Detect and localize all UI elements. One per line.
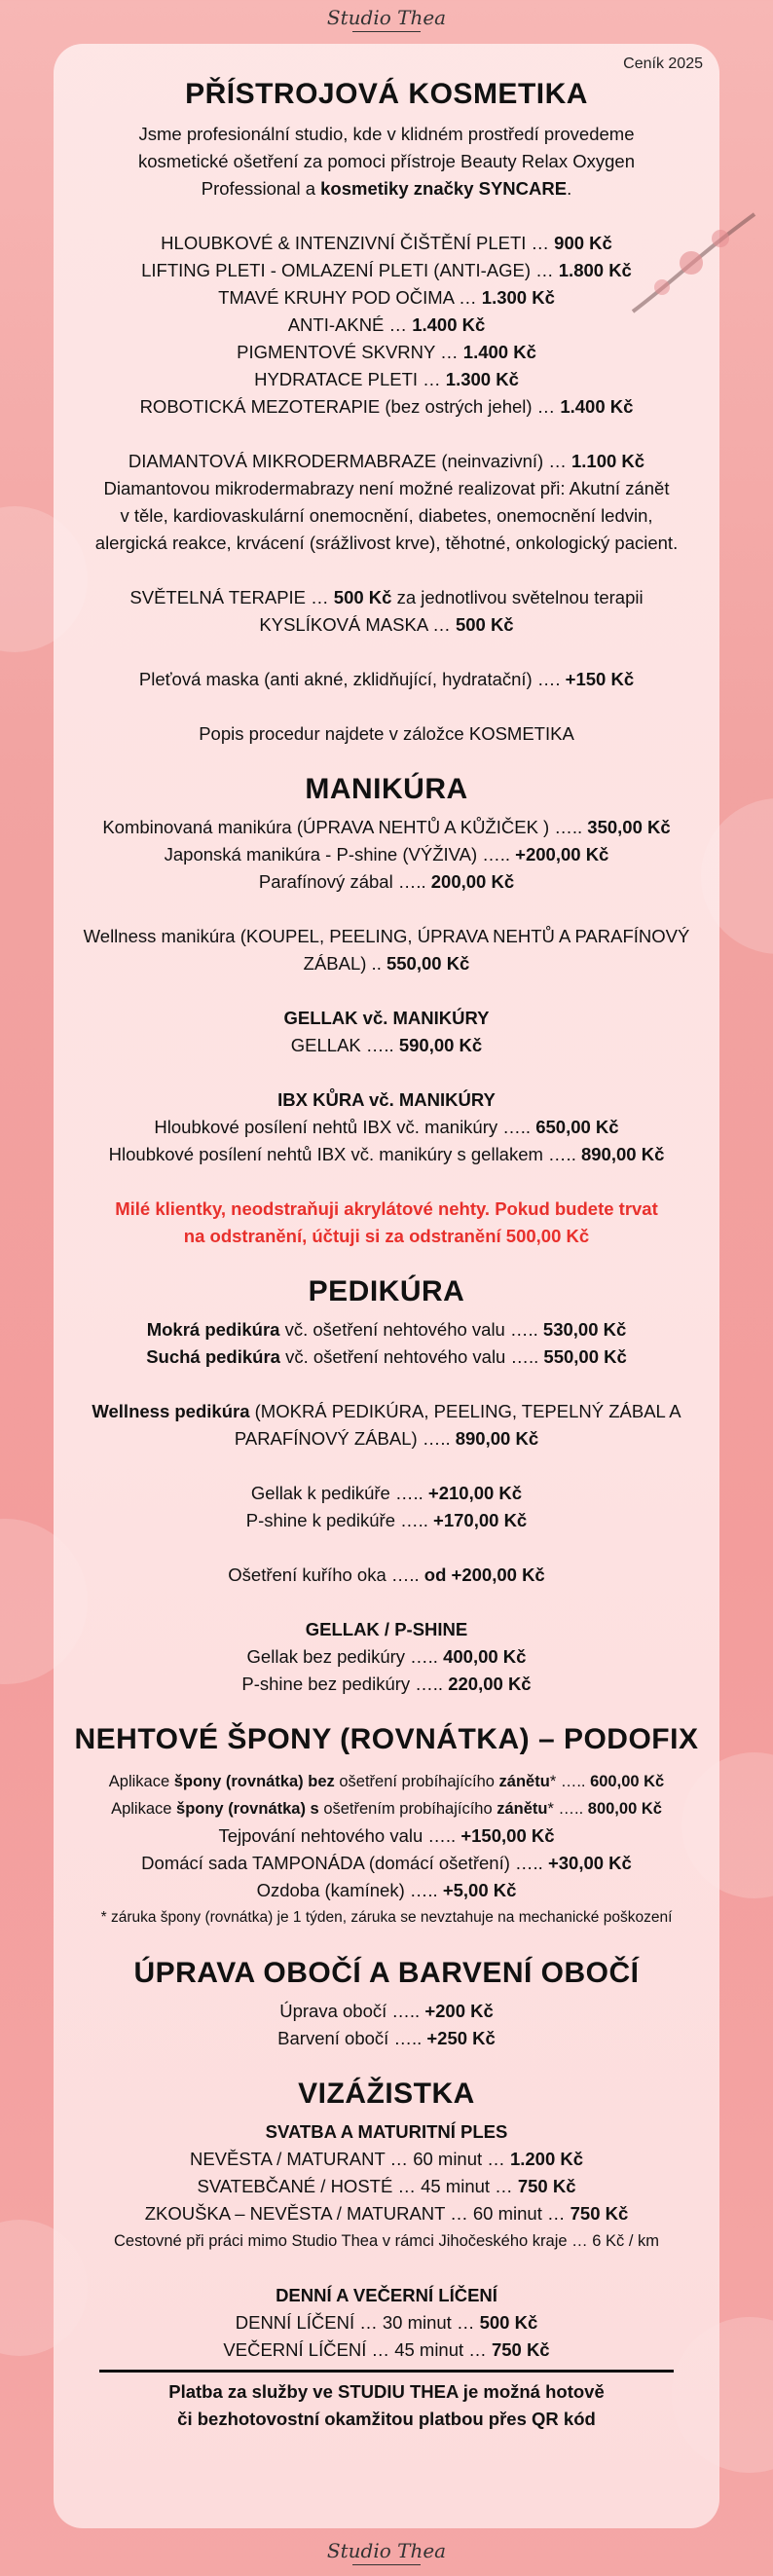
- price-item: PIGMENTOVÉ SKVRNY … 1.400 Kč: [237, 342, 536, 362]
- price-item: Parafínový zábal ….. 200,00 Kč: [258, 871, 515, 892]
- note-line: v těle, kardiovaskulární onemocnění, diabetes, onemocnění ledvin,: [120, 505, 653, 526]
- logo-underline: [352, 31, 421, 32]
- price-item: SVATEBČANÉ / HOSTÉ … 45 minut … 750 Kč: [197, 2176, 576, 2196]
- intro-line: Jsme profesionální studio, kde v klidném prostředí provedeme: [138, 124, 635, 144]
- info-line: Popis procedur najdete v záložce KOSMETIKA: [199, 723, 574, 744]
- logo-text: Studio Thea: [326, 2539, 447, 2562]
- subsection-title: DENNÍ A VEČERNÍ LÍČENÍ: [276, 2285, 497, 2305]
- price-item: Gellak bez pedikúry ….. 400,00 Kč: [246, 1646, 527, 1667]
- section-title-kosmetika: PŘÍSTROJOVÁ KOSMETIKA: [185, 78, 588, 110]
- price-item: DENNÍ LÍČENÍ … 30 minut … 500 Kč: [235, 2312, 538, 2333]
- price-item: Wellness pedikúra (MOKRÁ PEDIKÚRA, PEELING, TEPELNÝ ZÁBAL A: [92, 1401, 681, 1421]
- price-item: Aplikace špony (rovnátka) bez ošetření probíhajícího zánětu* ….. 600,00 Kč: [108, 1773, 665, 1790]
- travel-cost-note: Cestovné při práci mimo Studio Thea v rámci Jihočeského kraje … 6 Kč / km: [114, 2232, 659, 2250]
- price-item: Aplikace špony (rovnátka) s ošetřením probíhajícího zánětu* ….. 800,00 Kč: [111, 1800, 662, 1818]
- price-item: ANTI-AKNÉ … 1.400 Kč: [287, 314, 486, 335]
- acrylic-warning: Milé klientky, neodstraňuji akrylátové nehty. Pokud budete trvat: [115, 1198, 658, 1219]
- price-item: HYDRATACE PLETI … 1.300 Kč: [254, 369, 519, 389]
- subsection-title: GELLAK / P-SHINE: [305, 1619, 468, 1639]
- acrylic-warning: na odstranění, účtuji si za odstranění 500,00 Kč: [183, 1226, 590, 1246]
- logo-text: Studio Thea: [326, 6, 447, 29]
- price-item: Domácí sada TAMPONÁDA (domácí ošetření) ….. +30,00 Kč: [141, 1853, 632, 1873]
- price-item: PARAFÍNOVÝ ZÁBAL) ….. 890,00 Kč: [234, 1428, 539, 1449]
- price-item: Ošetření kuřího oka ….. od +200,00 Kč: [228, 1564, 545, 1585]
- price-item: Suchá pedikúra vč. ošetření nehtového valu ….. 550,00 Kč: [146, 1346, 627, 1367]
- payment-info: Platba za služby ve STUDIU THEA je možná hotově: [168, 2381, 605, 2402]
- price-item: NEVĚSTA / MATURANT … 60 minut … 1.200 Kč: [189, 2149, 584, 2169]
- price-item: Tejpování nehtového valu ….. +150,00 Kč: [218, 1825, 555, 1846]
- price-item: Pleťová maska (anti akné, zklidňující, hydratační) …. +150 Kč: [138, 669, 635, 689]
- intro-line: Professional a kosmetiky značky SYNCARE.: [201, 178, 572, 199]
- price-item: SVĚTELNÁ TERAPIE … 500 Kč za jednotlivou světelnou terapii: [129, 587, 644, 607]
- section-title-manikura: MANIKÚRA: [305, 773, 468, 805]
- logo-underline: [352, 2564, 421, 2565]
- price-item: GELLAK ….. 590,00 Kč: [290, 1035, 483, 1055]
- intro-line: kosmetické ošetření za pomoci přístroje Beauty Relax Oxygen: [137, 151, 635, 171]
- logo-top: [0, 6, 773, 32]
- price-item: VEČERNÍ LÍČENÍ … 45 minut … 750 Kč: [223, 2339, 550, 2360]
- price-item: Hloubkové posílení nehtů IBX vč. manikúry ….. 650,00 Kč: [154, 1117, 619, 1137]
- price-item: Japonská manikúra - P-shine (VÝŽIVA) ….. +200,00 Kč: [164, 844, 609, 865]
- payment-info: či bezhotovostní okamžitou platbou přes QR kód: [177, 2409, 596, 2429]
- price-item: DIAMANTOVÁ MIKRODERMABRAZE (neinvazivní) … 1.100 Kč: [128, 451, 645, 471]
- footer-divider: [99, 2370, 674, 2373]
- price-item: KYSLÍKOVÁ MASKA … 500 Kč: [259, 614, 514, 635]
- price-item: Barvení obočí ….. +250 Kč: [277, 2028, 496, 2048]
- warranty-note: * záruka špony (rovnátka) je 1 týden, záruka se nevztahuje na mechanické poškození: [100, 1909, 673, 1926]
- price-item: ROBOTICKÁ MEZOTERAPIE (bez ostrých jehel) … 1.400 Kč: [139, 396, 634, 417]
- price-item: Ozdoba (kamínek) ….. +5,00 Kč: [256, 1880, 517, 1900]
- price-list-year: Ceník 2025: [623, 55, 703, 72]
- section-title-oboci: ÚPRAVA OBOČÍ A BARVENÍ OBOČÍ: [133, 1957, 640, 1989]
- subsection-title: GELLAK vč. MANIKÚRY: [283, 1008, 490, 1028]
- subsection-title: SVATBA A MATURITNÍ PLES: [265, 2121, 508, 2142]
- price-item: Gellak k pedikúře ….. +210,00 Kč: [250, 1483, 523, 1503]
- price-item: Hloubkové posílení nehtů IBX vč. manikúry s gellakem ….. 890,00 Kč: [108, 1144, 665, 1164]
- price-item: TMAVÉ KRUHY POD OČIMA … 1.300 Kč: [218, 287, 555, 308]
- price-item: P-shine bez pedikúry ….. 220,00 Kč: [241, 1674, 532, 1694]
- price-item: LIFTING PLETI - OMLAZENÍ PLETI (ANTI-AGE) … 1.800 Kč: [141, 260, 632, 280]
- price-item: HLOUBKOVÉ & INTENZIVNÍ ČIŠTĚNÍ PLETI … 900 Kč: [161, 233, 612, 253]
- note-line: alergická reakce, krvácení (srážlivost krve), těhotné, onkologický pacient.: [94, 533, 679, 553]
- section-title-vizazistka: VIZÁŽISTKA: [298, 2078, 475, 2110]
- logo-bottom: [0, 2539, 773, 2565]
- price-item: P-shine k pedikúře ….. +170,00 Kč: [245, 1510, 528, 1530]
- price-item: Úprava obočí ….. +200 Kč: [279, 2001, 494, 2021]
- subsection-title: IBX KŮRA vč. MANIKÚRY: [277, 1089, 496, 1110]
- section-title-spony: NEHTOVÉ ŠPONY (ROVNÁTKA) – PODOFIX: [74, 1723, 699, 1755]
- price-item: ZKOUŠKA – NEVĚSTA / MATURANT … 60 minut … 750 Kč: [144, 2203, 629, 2224]
- price-item: Mokrá pedikúra vč. ošetření nehtového valu ….. 530,00 Kč: [146, 1319, 627, 1340]
- price-item: Kombinovaná manikúra (ÚPRAVA NEHTŮ A KŮŽIČEK ) ….. 350,00 Kč: [102, 817, 671, 837]
- price-list-content: [54, 78, 719, 2433]
- section-title-pedikura: PEDIKÚRA: [308, 1275, 465, 1307]
- note-line: Diamantovou mikrodermabrazy není možné realizovat při: Akutní zánět: [103, 478, 670, 498]
- price-item: Wellness manikúra (KOUPEL, PEELING, ÚPRAVA NEHTŮ A PARAFÍNOVÝ: [83, 926, 690, 946]
- price-item: ZÁBAL) .. 550,00 Kč: [303, 953, 470, 974]
